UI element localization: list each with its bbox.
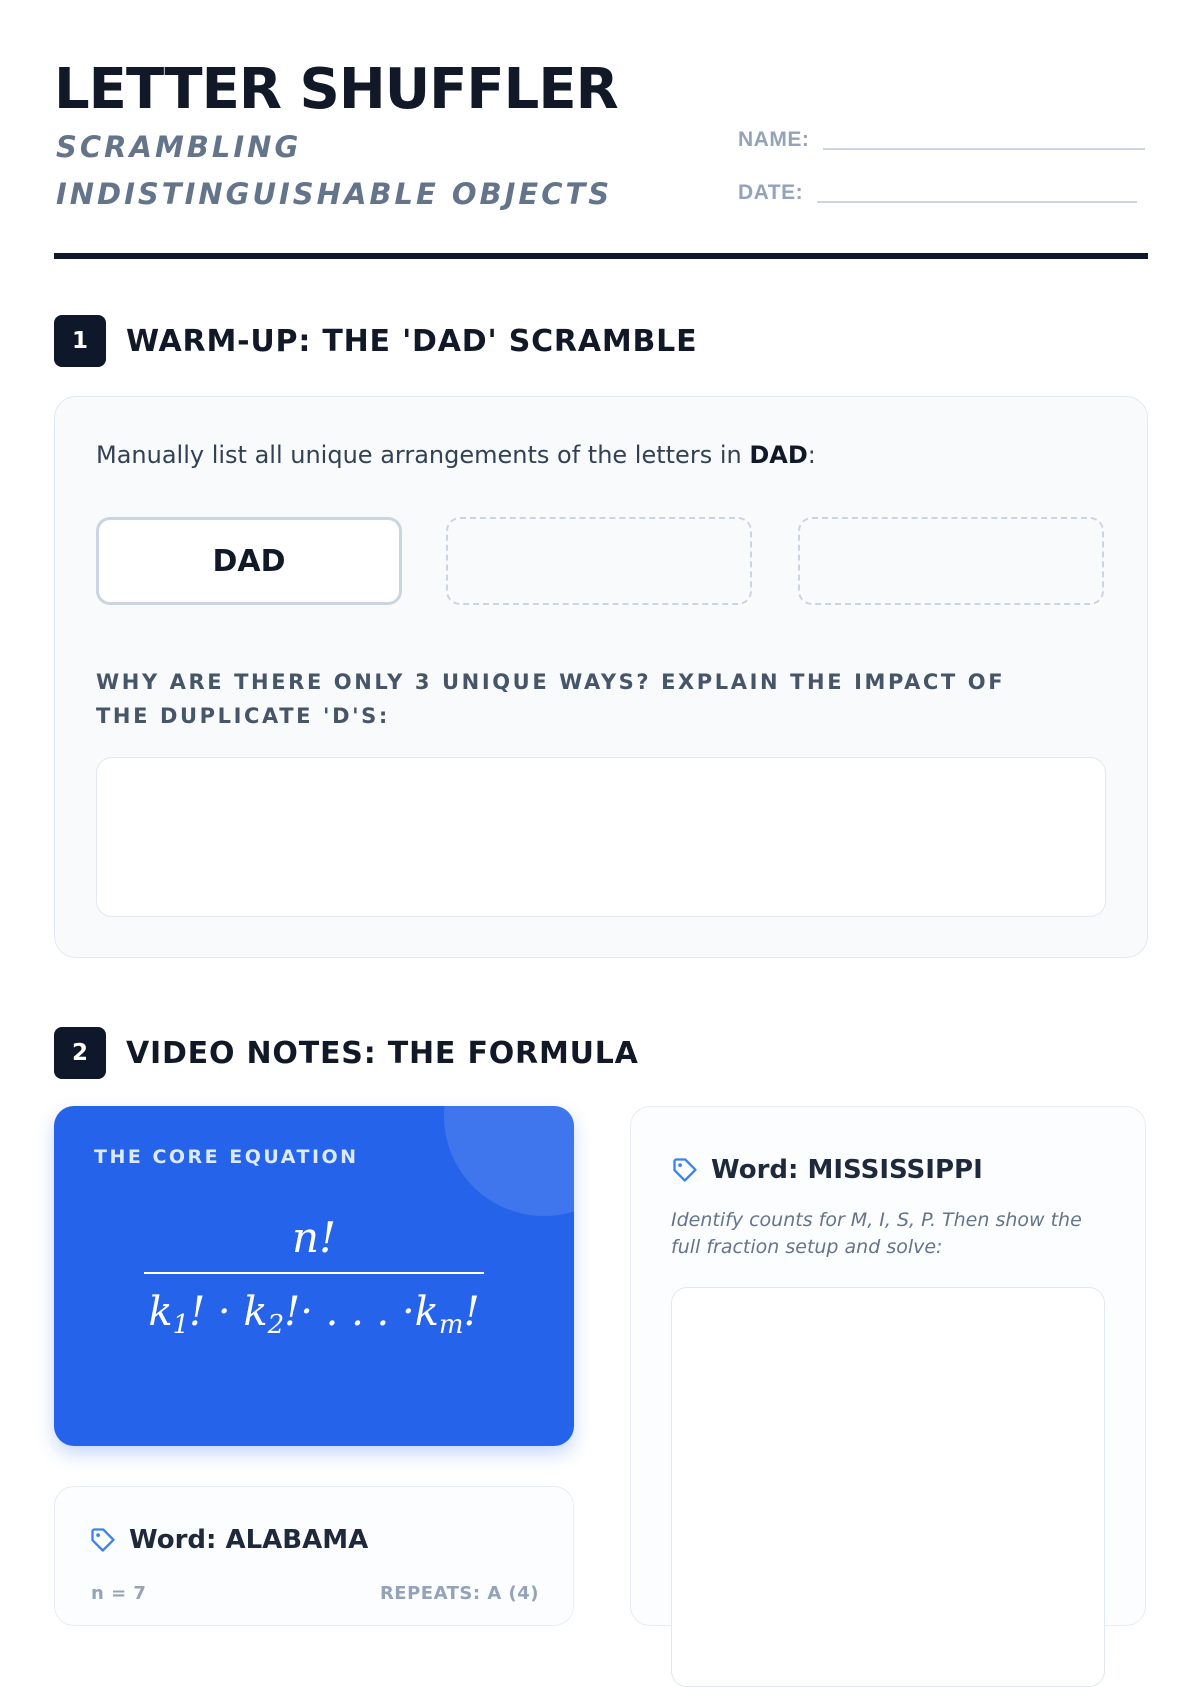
worksheet-page <box>54 0 1148 1604</box>
mississippi-instructions: Identify counts for M, I, S, P. Then show the full fraction setup and solve: <box>671 1209 1082 1258</box>
section-1-title: WARM-UP: THE 'DAD' SCRAMBLE <box>126 323 698 359</box>
fraction-bar <box>144 1272 484 1274</box>
alabama-heading <box>89 1525 368 1555</box>
formula-caption: THE CORE EQUATION <box>94 1146 359 1168</box>
section-2-title: VIDEO NOTES: THE FORMULA <box>126 1035 639 1071</box>
den-sub2: 2 <box>267 1310 285 1340</box>
warmup-prompt-word: DAD <box>749 441 808 469</box>
warmup-prompt-text: Manually list all unique arrangements of the letters in <box>96 441 750 469</box>
den-part2: ! · k <box>189 1289 268 1335</box>
formula-numerator: n! <box>292 1213 336 1262</box>
formula-fraction <box>144 1210 484 1351</box>
mississippi-work-area[interactable] <box>671 1287 1105 1687</box>
warmup-panel <box>54 396 1148 958</box>
mississippi-title: Word: MISSISSIPPI <box>711 1155 983 1185</box>
mississippi-card <box>630 1106 1146 1626</box>
tag-icon <box>671 1156 699 1184</box>
den-part3: !· . . . ·k <box>284 1289 439 1335</box>
den-k1: k <box>148 1289 173 1335</box>
alabama-title: Word: ALABAMA <box>129 1525 369 1555</box>
arrangement-slot-1[interactable] <box>96 517 402 605</box>
den-subm: m <box>438 1310 464 1340</box>
date-line[interactable] <box>817 201 1137 203</box>
arrangement-slot-2[interactable] <box>446 517 752 605</box>
den-end: ! <box>463 1289 480 1335</box>
warmup-answer-box[interactable] <box>96 757 1106 917</box>
header-divider <box>54 253 1148 259</box>
section-1-heading <box>54 315 697 367</box>
alabama-card <box>54 1486 574 1626</box>
name-label: NAME: <box>738 128 810 151</box>
warmup-prompt <box>96 441 816 469</box>
den-sub1: 1 <box>172 1310 190 1340</box>
alabama-n-label: n = 7 <box>91 1583 147 1604</box>
alabama-repeats-label: REPEATS: A (4) <box>379 1583 539 1604</box>
formula-card <box>54 1106 574 1446</box>
page-title: LETTER SHUFFLER <box>54 57 618 122</box>
date-label: DATE: <box>738 181 804 204</box>
section-2-heading <box>54 1027 639 1079</box>
warmup-prompt-end: : <box>807 441 816 469</box>
arrangement-slot-3[interactable] <box>798 517 1104 605</box>
name-line[interactable] <box>823 148 1145 150</box>
name-field <box>738 128 1145 152</box>
mississippi-heading <box>671 1155 983 1185</box>
arrangement-1-text: DAD <box>212 543 286 579</box>
section-1-number: 1 <box>54 315 106 367</box>
section-2-number: 2 <box>54 1027 106 1079</box>
date-field <box>738 181 1137 205</box>
decorative-circle <box>444 1106 574 1216</box>
warmup-question: WHY ARE THERE ONLY 3 UNIQUE WAYS? EXPLAIN THE IMPACT OF THE DUPLICATE 'D'S: <box>96 670 1006 728</box>
formula-denominator <box>144 1286 484 1351</box>
tag-icon <box>89 1526 117 1554</box>
page-subtitle: SCRAMBLING INDISTINGUISHABLE OBJECTS <box>56 130 613 211</box>
